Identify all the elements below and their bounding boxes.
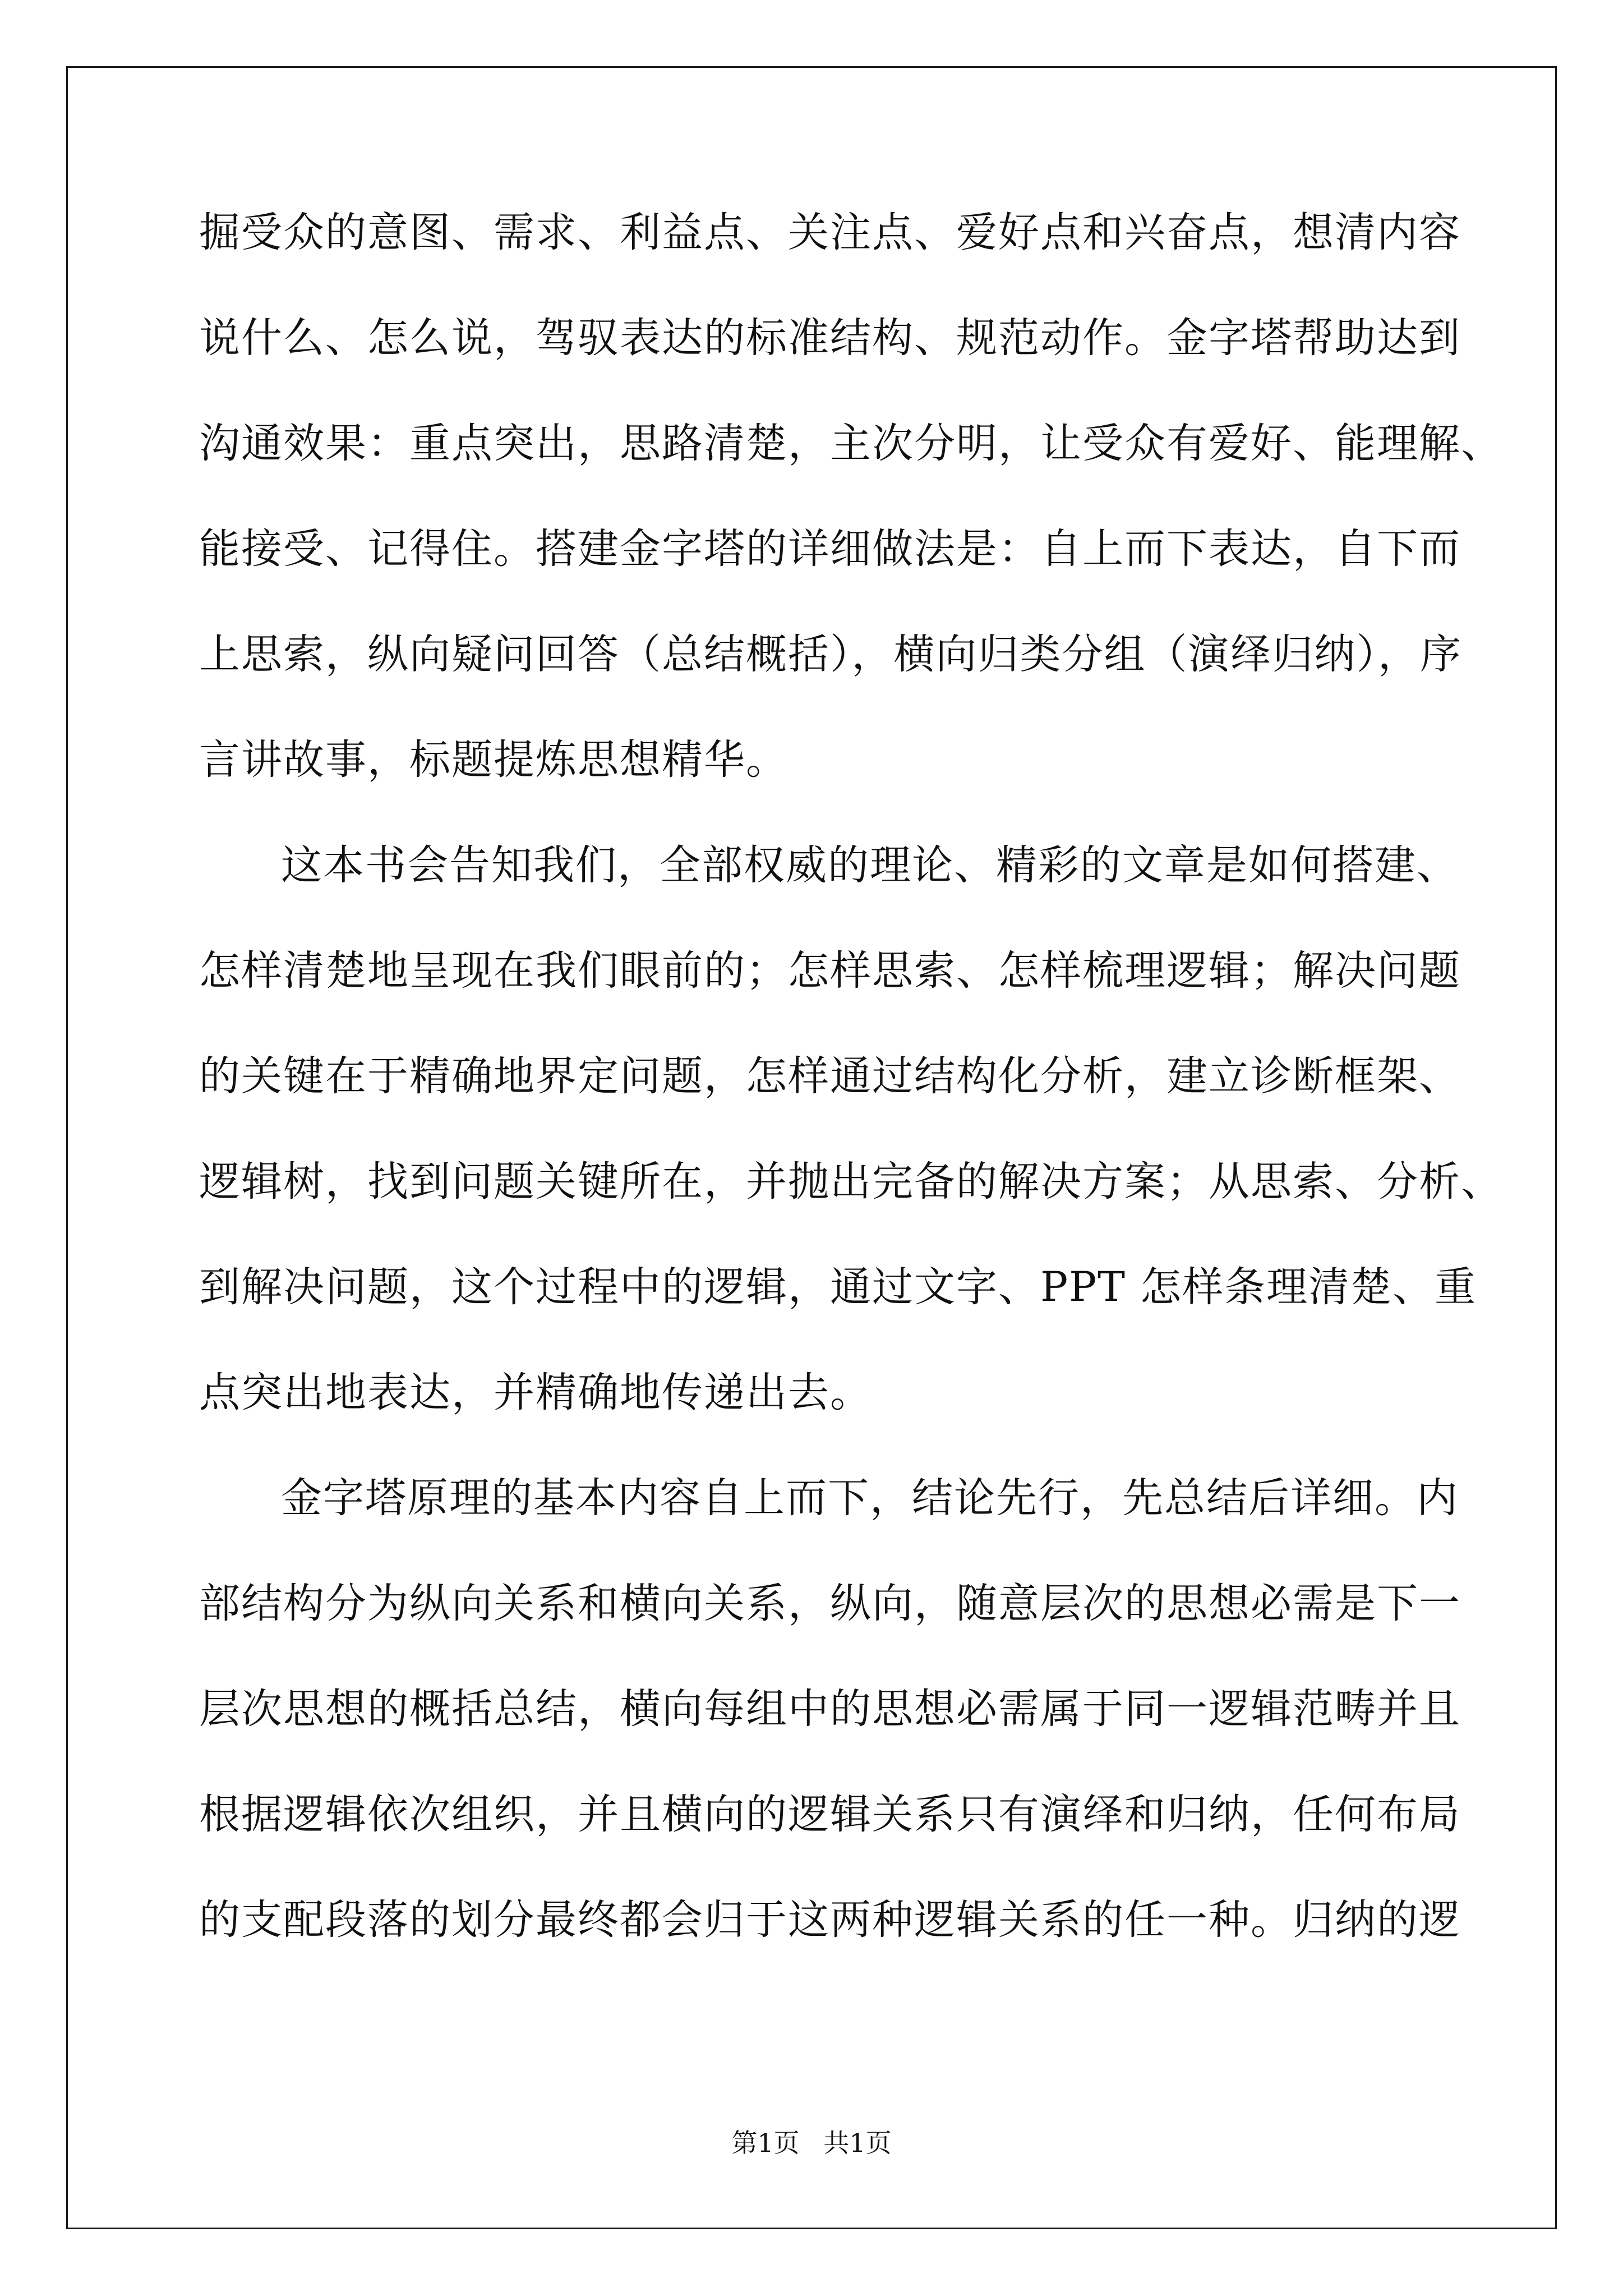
text-line: 掘受众的意图、需求、利益点、关注点、爱好点和兴奋点，想清内容 [199,209,1461,256]
text-line: 能接受、记得住。搭建金字塔的详细做法是：自上而下表达，自下而 [199,525,1461,573]
page-number: 第1页 [731,2128,800,2158]
paragraph-first-line: 这本书会告知我们，全部权威的理论、精彩的文章是如何搭建、 [281,841,1459,889]
paragraph-first-line: 金字塔原理的基本内容自上而下，结论先行，先总结后详细。内 [281,1474,1459,1522]
text-line: 点突出地表达，并精确地传递出去。 [199,1369,872,1416]
text-line: 说什么、怎么说，驾驭表达的标准结构、规范动作。金字塔帮助达到 [199,314,1461,362]
text-line: 部结构分为纵向关系和横向关系，纵向，随意层次的思想必需是下一 [199,1580,1461,1627]
text-line: 层次思想的概括总结，横向每组中的思想必需属于同一逻辑范畴并且 [199,1685,1461,1733]
text-line: 的支配段落的划分最终都会归于这两种逻辑关系的任一种。归纳的逻 [199,1896,1461,1944]
text-line: 的关键在于精确地界定问题，怎样通过结构化分析，建立诊断框架、 [199,1052,1461,1100]
text-line: 怎样清楚地呈现在我们眼前的；怎样思索、怎样梳理逻辑；解决问题 [199,947,1461,995]
text-line: 到解决问题，这个过程中的逻辑，通过文字、PPT 怎样条理清楚、重 [199,1263,1477,1311]
text-line: 上思索，纵向疑问回答（总结概括），横向归类分组（演绎归纳），序 [199,631,1462,678]
page-total: 共1页 [823,2128,892,2158]
text-line: 言讲故事，标题提炼思想精华。 [199,736,788,784]
text-line: 逻辑树，找到问题关键所在，并抛出完备的解决方案；从思索、分析、 [199,1158,1503,1205]
text-line: 根据逻辑依次组织，并且横向的逻辑关系只有演绎和归纳，任何布局 [199,1791,1461,1838]
text-line: 沟通效果：重点突出，思路清楚，主次分明，让受众有爱好、能理解、 [199,420,1503,467]
page-footer [0,2126,1623,2160]
